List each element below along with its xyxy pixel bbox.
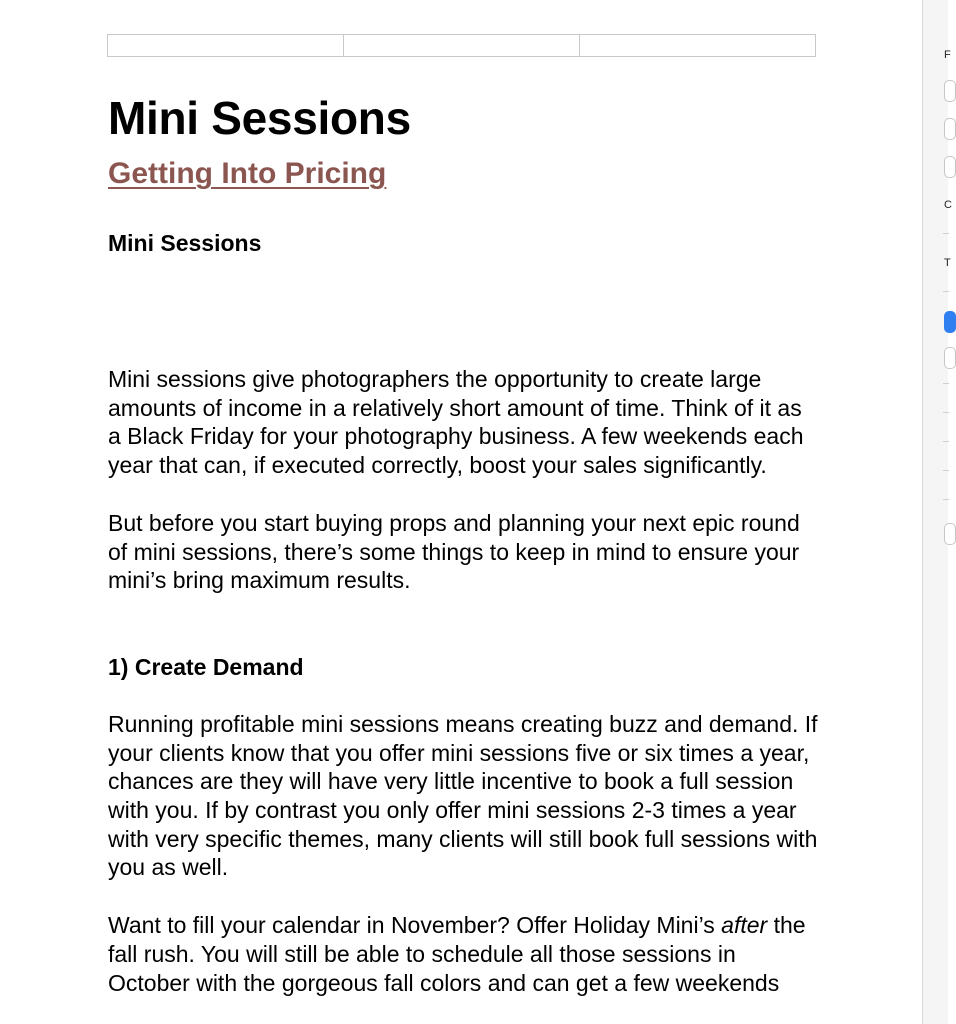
paragraph-fill-calendar-end: the fall rush. You will still be able to schedule all those sessions in October with the gorgeous fall colors and can get a few weekends [108, 912, 806, 996]
inspector-control-1[interactable] [944, 80, 956, 102]
inspector-sidebar [922, 0, 952, 1024]
document-title: Mini Sessions [108, 92, 411, 144]
inspector-divider-3 [943, 383, 949, 384]
section-heading-mini-sessions: Mini Sessions [108, 230, 262, 256]
inspector-selected-control[interactable] [944, 311, 956, 333]
inspector-divider-6 [943, 470, 949, 471]
inspector-divider-4 [943, 412, 949, 413]
header-cell-2[interactable] [344, 35, 580, 56]
paragraph-fill-calendar-start: Want to fill your calendar in November? Offer Holiday Mini’s [108, 912, 722, 939]
section-heading-create-demand: 1) Create Demand [108, 653, 304, 680]
inspector-control-2[interactable] [944, 118, 956, 140]
header-cell-3[interactable] [580, 35, 815, 56]
emphasis-after: after [721, 912, 768, 939]
paragraph-create-demand: Running profitable mini sessions means creating buzz and demand. If your clients know that you offer mini sessions five or six times a year, chances are they will have very little incentive to book a full session with you. If by contrast you only offer mini sessions 2-3 times a year with very specific themes, many clients will still book full sessions with you as well. [108, 710, 818, 881]
inspector-control-5[interactable] [944, 523, 956, 545]
inspector-divider-7 [943, 499, 949, 500]
inspector-divider-5 [943, 441, 949, 442]
header-table[interactable] [107, 34, 816, 57]
inspector-control-3[interactable] [944, 156, 956, 178]
inspector-divider-2 [943, 291, 949, 292]
inspector-divider-1 [943, 233, 949, 234]
paragraph-intro: Mini sessions give photographers the opportunity to create large amounts of income in a relatively short amount of time. Think of it as a Black Friday for your photography business. A few weekends each year that can, if executed correctly, boost your sales significantly. [108, 366, 804, 479]
document-body[interactable] [108, 92, 820, 997]
inspector-label-t: T [944, 257, 951, 269]
inspector-control-4[interactable] [944, 347, 956, 369]
paragraph-before-you-start: But before you start buying props and planning your next epic round of mini sessions, there’s some things to keep in mind to ensure your mini’s bring maximum results. [108, 509, 800, 594]
inspector-label-f: F [944, 49, 951, 61]
inspector-label-c: C [944, 199, 952, 211]
header-cell-1[interactable] [108, 35, 344, 56]
pricing-link[interactable]: Getting Into Pricing [108, 157, 387, 190]
paragraph-fill-calendar [108, 911, 820, 997]
